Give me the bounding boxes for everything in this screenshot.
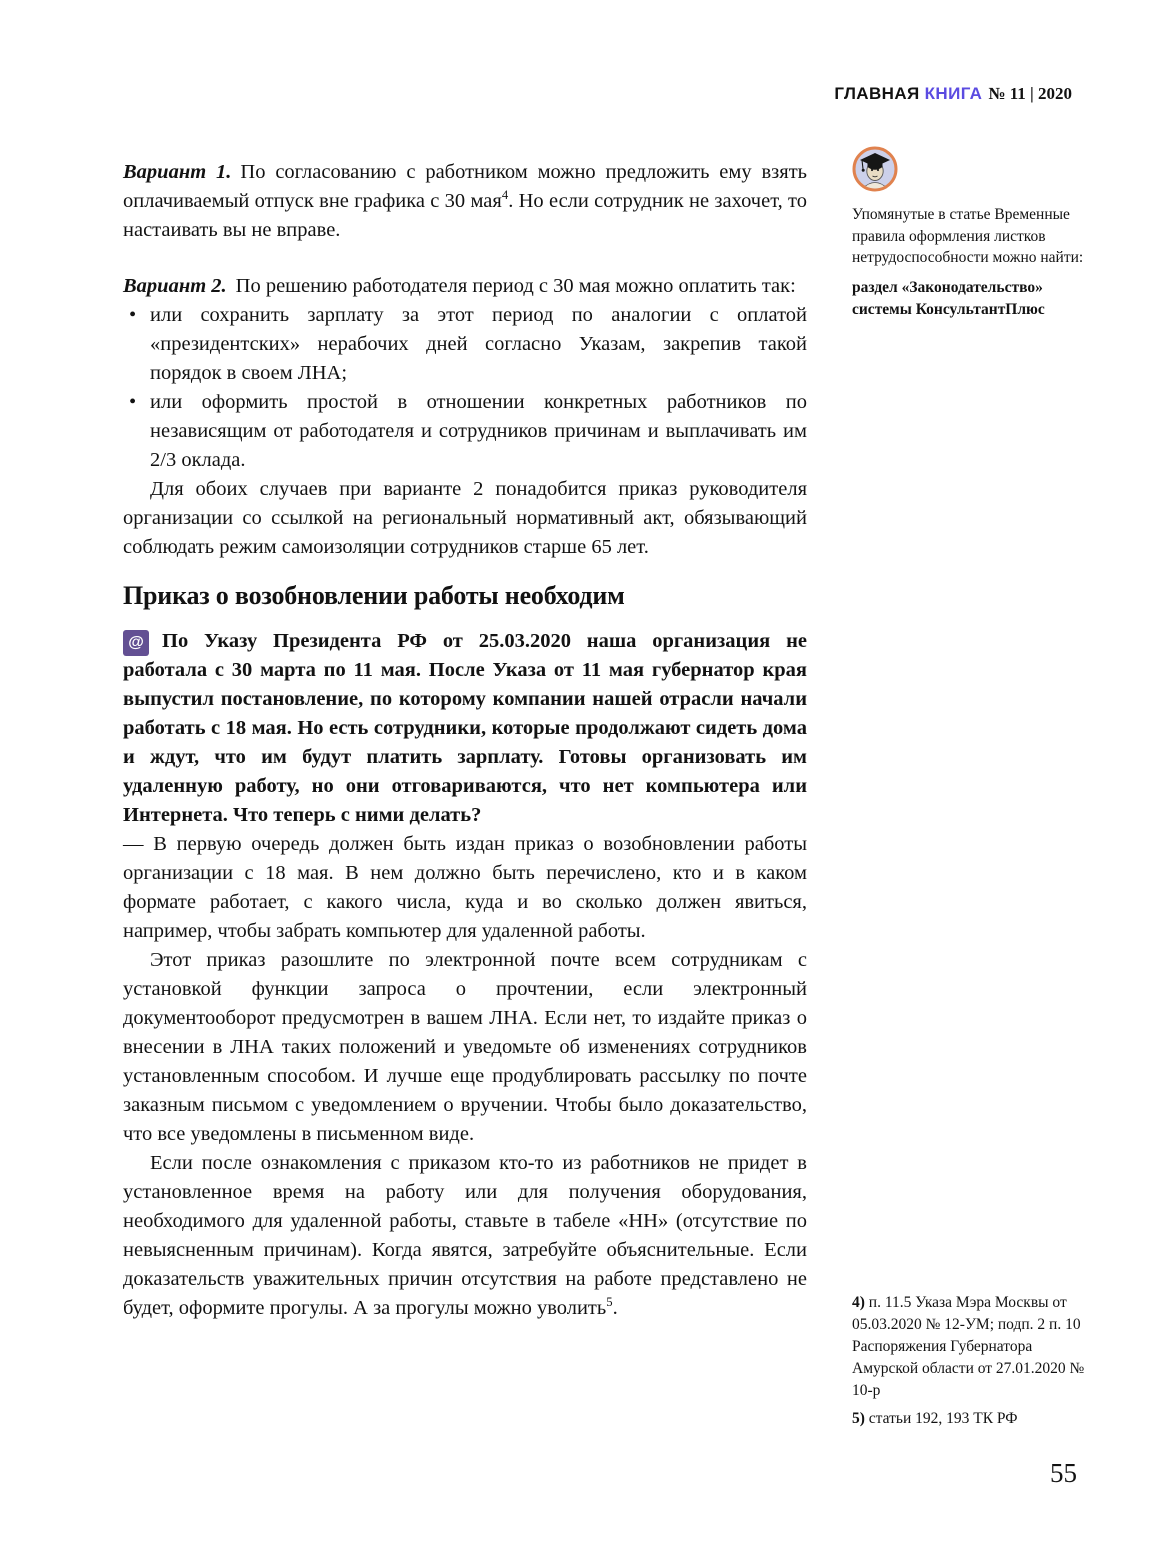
answer-paragraph-3 (123, 1149, 807, 1323)
variant2-lead: Вариант 2. (123, 275, 227, 297)
footnote-ref-4: 4 (501, 188, 509, 203)
question-text: По Указу Президента РФ от 25.03.2020 наша организация не работала с 30 марта по 11 мая. После Указа от 11 мая губернатор края выпустил постановление, по которому компании нашей отрасли начали работать с 18 мая. Но есть сотрудники, которые продолжают сидеть дома и ждут, что им будут платить зарплату. Готовы организовать им удаленную работу, но они отговариваются, что нет компьютера или Интернета. Что теперь с ними делать? (123, 630, 807, 826)
page-header (834, 84, 1072, 104)
paragraph-variant1 (123, 158, 807, 245)
answer-paragraph-1: — В первую очередь должен быть издан приказ о возобновлении работы организации с 18 мая. В нем должно быть перечислено, кто и в каком формате работает, с какого числа, куда и во сколько должен явиться, например, чтобы забрать компьютер для удаленной работы. (123, 833, 807, 942)
article-main-column (123, 158, 807, 1323)
answer3-text: Если после ознакомления с приказом кто-то из работников не придет в установленное время на работу или для получения оборудования, необходимого для удаленной работы, ставьте в табеле «НН» (отсутствие по невыясненным причинам). Когда явятся, затребуйте объяснительные. Если доказательств уважительных причин отсутствия на работе представлено не будет, оформите прогулы. А за прогулы можно уволить (123, 1152, 807, 1319)
paragraph-after-bullets: Для обоих случаев при варианте 2 понадобится приказ руководителя организации со ссылкой на региональный нормативный акт, обязывающий соблюдать режим самоизоляции сотрудников старше 65 лет. (123, 478, 807, 558)
paragraph-variant2 (123, 272, 807, 301)
at-question-icon: @ (123, 630, 149, 656)
list-item (123, 301, 807, 388)
list-item (123, 388, 807, 475)
magazine-title-accent: КНИГА (924, 84, 983, 103)
bullet-icon: • (129, 304, 137, 326)
answer-paragraph-2: Этот приказ разошлите по электронной почте всем сотрудникам с установкой функции запроса о прочтении, если электронный документооборот предусмотрен в вашем ЛНА. Если нет, то издайте приказ о внесении в ЛНА таких положений и уведомьте об изменениях сотрудников установленным способом. И лучше еще продублировать рассылку по почте заказным письмом с уведомлением о вручении. Чтобы было доказательство, что все уведомлены в письменном виде. (123, 949, 807, 1145)
footnote-5 (852, 1408, 1100, 1430)
options-bullet-list (123, 301, 807, 475)
footnote-ref-5: 5 (606, 1295, 613, 1310)
footnote-text: п. 11.5 Указа Мэра Москвы от 05.03.2020 № 12-УМ; подп. 2 п. 10 Распоряжения Губернатора Амурской области от 27.01.2020 № 10-р (852, 1294, 1085, 1399)
issue-number: № 11 | 2020 (988, 84, 1072, 103)
bullet-text: или оформить простой в отношении конкретных работников по независящим от работодателя и сотрудников причинам и выплачивать им 2/3 оклада. (150, 391, 807, 471)
footnotes-block (852, 1292, 1100, 1436)
footnote-text: статьи 192, 193 ТК РФ (868, 1410, 1018, 1427)
magazine-title-main: ГЛАВНАЯ (834, 84, 920, 103)
footnote-number: 4) (852, 1294, 865, 1311)
sidebar-reference-note (852, 146, 1092, 321)
page-number: 55 (1050, 1458, 1077, 1488)
bullet-icon: • (129, 391, 137, 413)
footnote-number: 5) (852, 1410, 865, 1427)
section-heading: Приказ о возобновлении работы необходим (123, 581, 625, 610)
bullet-text: или сохранить зарплату за этот период по аналогии с оплатой «президентских» нерабочих дней согласно Указам, закрепив такой порядок в своем ЛНА; (150, 304, 807, 384)
reader-question (123, 627, 807, 830)
variant1-text: По согласованию с работником можно предложить ему взять оплачиваемый отпуск вне графика с 30 мая (123, 161, 808, 212)
variant1-lead: Вариант 1. (123, 161, 232, 183)
variant2-text: По решению работодателя период с 30 мая можно оплатить так: (235, 275, 796, 297)
variant1-text-end: . Но если сотрудник не захочет, то настаивать вы не вправе. (123, 190, 807, 241)
footnote-4 (852, 1292, 1100, 1402)
sidebar-note-reference: раздел «Законодательство» системы КонсультантПлюс (852, 278, 1045, 318)
answer3-text-end: . (612, 1297, 618, 1319)
graduate-avatar-icon (852, 146, 898, 192)
sidebar-note-text: Упомянутые в статье Временные правила оформления листков нетрудоспособности можно найти: (852, 206, 1084, 266)
